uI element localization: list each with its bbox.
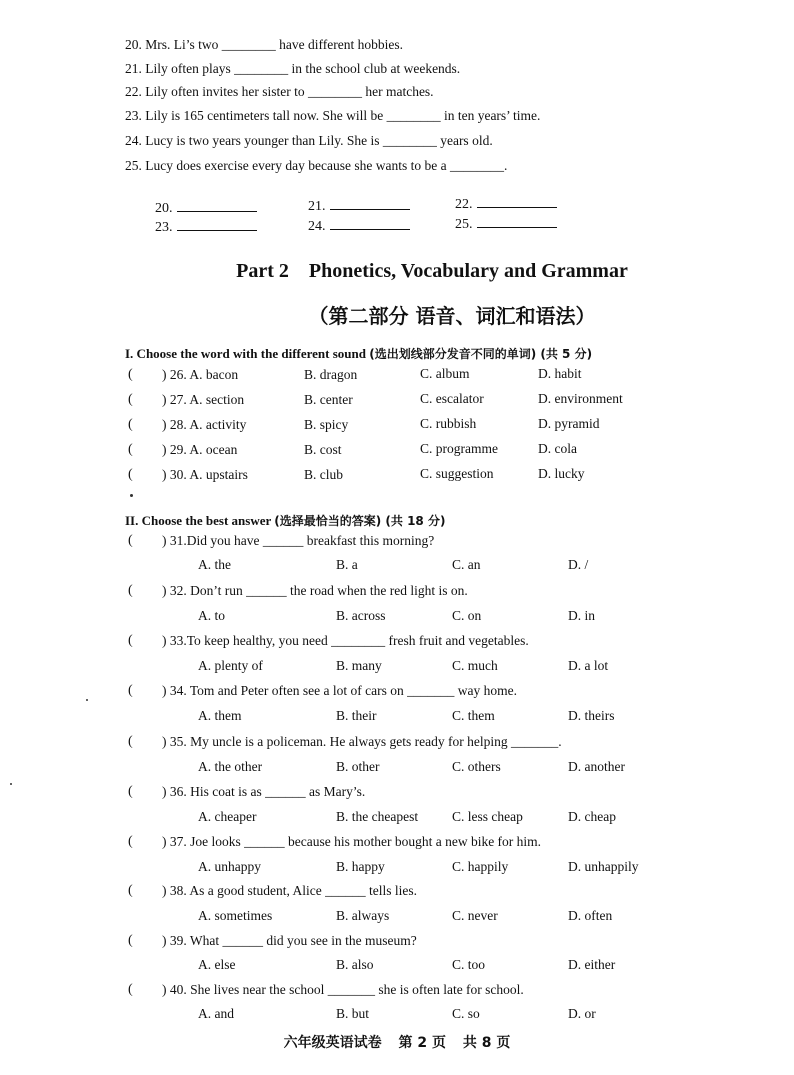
- question-24: 24. Lucy is two years younger than Lily. She is ________ years old.: [125, 133, 493, 148]
- answer-bracket-37[interactable]: (: [128, 834, 133, 849]
- option-32-b: B. across: [336, 608, 386, 623]
- option-30-b: B. club: [304, 467, 343, 482]
- option-33-a: A. plenty of: [198, 658, 263, 673]
- question-25: 25. Lucy does exercise every day because she wants to be a ________.: [125, 158, 508, 173]
- option-35-d: D. another: [568, 759, 625, 774]
- option-26-c: C. album: [420, 366, 470, 381]
- scan-speck: [86, 699, 88, 701]
- option-29-a: ) 29. A. ocean: [162, 442, 238, 457]
- answer-bracket-34[interactable]: (: [128, 683, 133, 698]
- option-29-b: B. cost: [304, 442, 342, 457]
- option-34-d: D. theirs: [568, 708, 615, 723]
- option-38-a: A. sometimes: [198, 908, 273, 923]
- option-35-a: A. the other: [198, 759, 263, 774]
- answer-slot-21[interactable]: 21.: [308, 197, 410, 215]
- stem-34: ) 34. Tom and Peter often see a lot of cars on _______ way home.: [162, 683, 517, 698]
- option-30-c: C. suggestion: [420, 466, 494, 481]
- option-26-d: D. habit: [538, 366, 582, 381]
- option-27-c: C. escalator: [420, 391, 484, 406]
- option-29-c: C. programme: [420, 441, 498, 456]
- option-28-a: ) 28. A. activity: [162, 417, 247, 432]
- option-39-a: A. else: [198, 957, 236, 972]
- scan-speck: [10, 783, 12, 785]
- option-39-b: B. also: [336, 957, 374, 972]
- answer-slot-20[interactable]: 20.: [155, 199, 257, 217]
- answer-bracket-36[interactable]: (: [128, 784, 133, 799]
- option-35-c: C. others: [452, 759, 501, 774]
- option-38-d: D. often: [568, 908, 613, 923]
- option-32-a: A. to: [198, 608, 225, 623]
- answer-bracket-38[interactable]: (: [128, 883, 133, 898]
- answer-bracket-39[interactable]: (: [128, 933, 133, 948]
- option-40-c: C. so: [452, 1006, 480, 1021]
- section2-heading: II. Choose the best answer (选择最恰当的答案) (共 18 分): [125, 513, 446, 528]
- answer-bracket-27[interactable]: (: [128, 392, 133, 407]
- option-36-c: C. less cheap: [452, 809, 523, 824]
- option-34-b: B. their: [336, 708, 377, 723]
- page-footer: 六年级英语试卷 第 2 页 共 8 页: [283, 1035, 511, 1051]
- option-29-d: D. cola: [538, 441, 577, 456]
- option-33-d: D. a lot: [568, 658, 609, 673]
- answer-slot-24[interactable]: 24.: [308, 217, 410, 235]
- option-40-a: A. and: [198, 1006, 234, 1021]
- option-37-c: C. happily: [452, 859, 509, 874]
- stem-32: ) 32. Don’t run ______ the road when the red light is on.: [162, 583, 468, 598]
- option-34-c: C. them: [452, 708, 495, 723]
- option-27-d: D. environment: [538, 391, 623, 406]
- option-27-a: ) 27. A. section: [162, 392, 245, 407]
- option-28-b: B. spicy: [304, 417, 349, 432]
- answer-bracket-29[interactable]: (: [128, 442, 133, 457]
- option-37-a: A. unhappy: [198, 859, 261, 874]
- option-37-d: D. unhappily: [568, 859, 639, 874]
- option-40-d: D. or: [568, 1006, 596, 1021]
- answer-slot-25[interactable]: 25.: [455, 215, 557, 233]
- answer-bracket-35[interactable]: (: [128, 734, 133, 749]
- answer-bracket-28[interactable]: (: [128, 417, 133, 432]
- answer-bracket-26[interactable]: (: [128, 367, 133, 382]
- option-31-d: D. /: [568, 557, 589, 572]
- stem-37: ) 37. Joe looks ______ because his mother bought a new bike for him.: [162, 834, 542, 849]
- question-22: 22. Lily often invites her sister to ________ her matches.: [125, 84, 434, 99]
- option-39-c: C. too: [452, 957, 486, 972]
- option-36-a: A. cheaper: [198, 809, 257, 824]
- option-31-c: C. an: [452, 557, 481, 572]
- option-38-c: C. never: [452, 908, 498, 923]
- answer-bracket-31[interactable]: (: [128, 533, 133, 548]
- question-20: 20. Mrs. Li’s two ________ have different hobbies.: [125, 37, 403, 52]
- part-title-cn: （第二部分 语音、词汇和语法）: [308, 304, 596, 328]
- option-30-d: D. lucky: [538, 466, 585, 481]
- option-37-b: B. happy: [336, 859, 385, 874]
- option-32-c: C. on: [452, 608, 482, 623]
- answer-slot-23[interactable]: 23.: [155, 218, 257, 236]
- option-31-b: B. a: [336, 557, 358, 572]
- option-39-d: D. either: [568, 957, 616, 972]
- option-33-c: C. much: [452, 658, 498, 673]
- stem-39: ) 39. What ______ did you see in the museum?: [162, 933, 417, 948]
- stem-35: ) 35. My uncle is a policeman. He always gets ready for helping _______.: [162, 734, 562, 749]
- question-23: 23. Lily is 165 centimeters tall now. She will be ________ in ten years’ time.: [125, 108, 541, 123]
- stem-31: ) 31.Did you have ______ breakfast this morning?: [162, 533, 435, 548]
- option-36-b: B. the cheapest: [336, 809, 419, 824]
- answer-slot-22[interactable]: 22.: [455, 195, 557, 213]
- option-35-b: B. other: [336, 759, 380, 774]
- option-30-a: ) 30. A. upstairs: [162, 467, 248, 482]
- stem-33: ) 33.To keep healthy, you need ________ fresh fruit and vegetables.: [162, 633, 529, 648]
- stem-40: ) 40. She lives near the school _______ she is often late for school.: [162, 982, 524, 997]
- answer-bracket-32[interactable]: (: [128, 583, 133, 598]
- option-28-d: D. pyramid: [538, 416, 600, 431]
- option-38-b: B. always: [336, 908, 390, 923]
- scan-speck: [130, 494, 133, 497]
- part-title: Part 2 Phonetics, Vocabulary and Grammar: [236, 260, 628, 282]
- answer-bracket-30[interactable]: (: [128, 467, 133, 482]
- option-36-d: D. cheap: [568, 809, 616, 824]
- option-40-b: B. but: [336, 1006, 370, 1021]
- option-26-a: ) 26. A. bacon: [162, 367, 239, 382]
- option-28-c: C. rubbish: [420, 416, 477, 431]
- option-31-a: A. the: [198, 557, 231, 572]
- question-21: 21. Lily often plays ________ in the school club at weekends.: [125, 61, 461, 76]
- section1-heading: I. Choose the word with the different sound (选出划线部分发音不同的单词) (共 5 分): [125, 346, 593, 361]
- option-32-d: D. in: [568, 608, 595, 623]
- stem-38: ) 38. As a good student, Alice ______ tells lies.: [162, 883, 417, 898]
- option-34-a: A. them: [198, 708, 242, 723]
- answer-bracket-40[interactable]: (: [128, 982, 133, 997]
- stem-36: ) 36. His coat is as ______ as Mary’s.: [162, 784, 366, 799]
- answer-bracket-33[interactable]: (: [128, 633, 133, 648]
- option-27-b: B. center: [304, 392, 353, 407]
- option-33-b: B. many: [336, 658, 382, 673]
- option-26-b: B. dragon: [304, 367, 358, 382]
